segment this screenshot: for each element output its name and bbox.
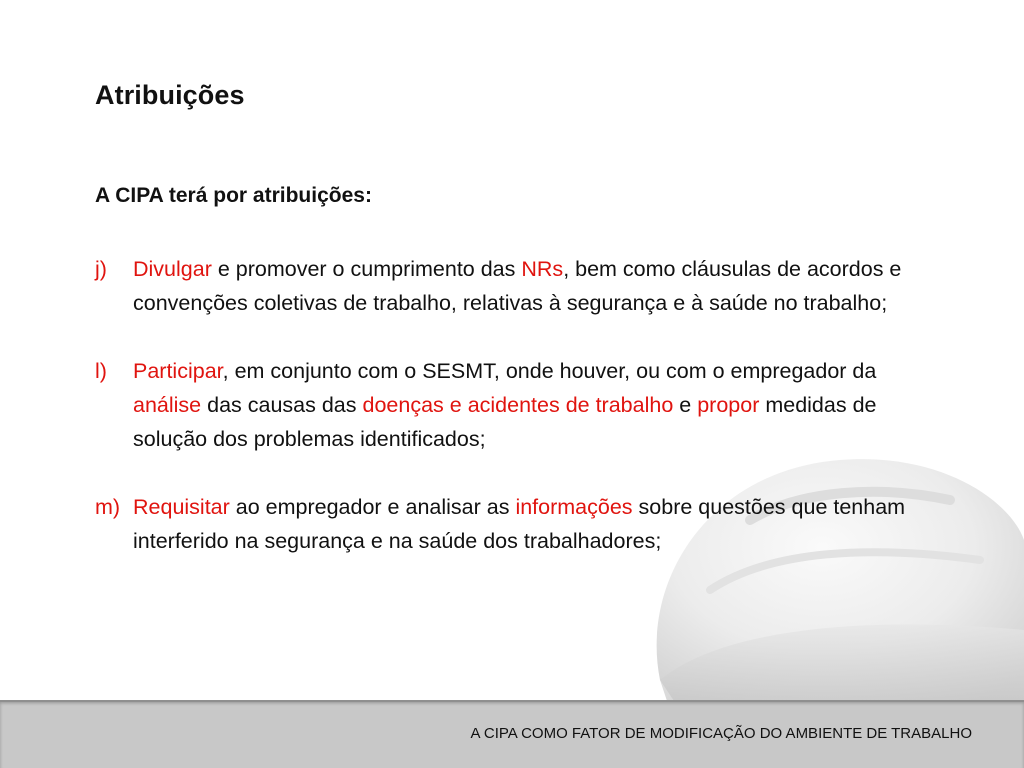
item-text-segment: informações	[515, 495, 633, 519]
item-text-segment: , bem como cláusulas de acordos e convenções coletivas de trabalho, relativas à segurança e à saúde no trabalho;	[133, 257, 902, 315]
item-text-segment: sobre questões que tenham interferido na segurança e na saúde dos trabalhadores;	[133, 495, 906, 553]
item-text-segment: análise	[133, 393, 202, 417]
attributions-list	[95, 252, 940, 592]
item-text-segment: propor	[697, 393, 760, 417]
item-text-segment: Requisitar	[133, 495, 230, 519]
item-text-segment: e promover o cumprimento das	[211, 257, 522, 281]
list-item	[95, 354, 940, 456]
footer-divider	[0, 700, 1024, 702]
item-text-segment: e	[673, 393, 698, 417]
item-text-segment: medidas de solução dos problemas identificados;	[133, 393, 877, 451]
item-text-segment: Participar	[133, 359, 223, 383]
item-text-segment: das causas das	[201, 393, 363, 417]
item-text-segment: NRs	[521, 257, 564, 281]
item-text-segment: , em conjunto com o SESMT, onde houver, ou com o empregador da	[222, 359, 877, 383]
list-item	[95, 490, 940, 558]
slide-title: Atribuições	[95, 80, 245, 110]
item-marker: l)	[95, 359, 107, 383]
item-marker: m)	[95, 495, 121, 519]
item-text-segment: doenças e acidentes de trabalho	[362, 393, 674, 417]
item-marker: j)	[95, 257, 107, 281]
list-item	[95, 252, 940, 320]
footer-title: A CIPA COMO FATOR DE MODIFICAÇÃO DO AMBIENTE DE TRABALHO	[470, 725, 972, 742]
item-text-segment: ao empregador e analisar as	[229, 495, 516, 519]
item-text-segment: Divulgar	[133, 257, 212, 281]
slide-intro: A CIPA terá por atribuições:	[95, 184, 372, 207]
